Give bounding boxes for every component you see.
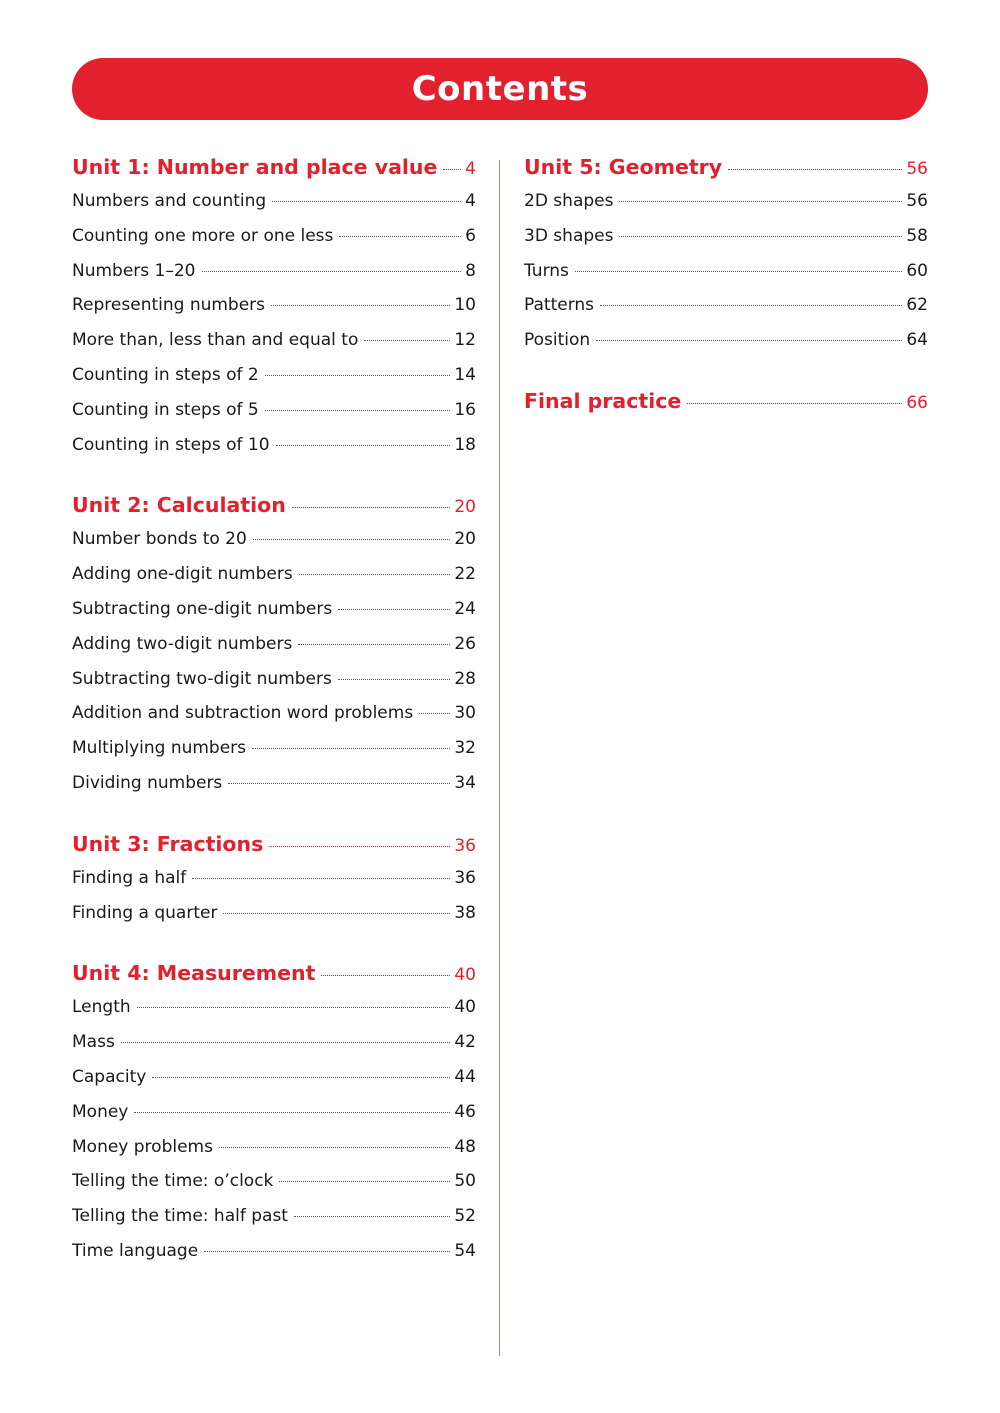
toc-entry-label: Subtracting one-digit numbers bbox=[72, 598, 333, 619]
toc-entry-label: Patterns bbox=[524, 295, 595, 316]
page-number: 22 bbox=[454, 564, 476, 585]
toc-entry[interactable] bbox=[72, 191, 476, 226]
toc-entry-label: 2D shapes bbox=[524, 191, 614, 211]
column-divider bbox=[499, 160, 500, 1356]
page-number: 20 bbox=[454, 497, 476, 518]
toc-entry[interactable] bbox=[72, 1241, 476, 1276]
toc-entry-label: More than, less than and equal to bbox=[72, 330, 359, 351]
toc-entry-label: Time language bbox=[72, 1240, 199, 1261]
dot-leader bbox=[600, 305, 902, 306]
toc-unit-heading[interactable] bbox=[72, 493, 476, 529]
page-number: 38 bbox=[454, 902, 476, 923]
toc-entry-label: Subtracting two-digit numbers bbox=[72, 668, 332, 689]
dot-leader bbox=[223, 913, 450, 914]
final-practice-page: 66 bbox=[906, 392, 928, 413]
dot-leader bbox=[339, 236, 461, 237]
page-number: 40 bbox=[454, 965, 476, 986]
page-number: 28 bbox=[454, 668, 476, 689]
toc-entry[interactable] bbox=[524, 261, 928, 296]
dot-leader bbox=[204, 1251, 450, 1252]
toc-entry[interactable] bbox=[72, 400, 476, 435]
toc-entry[interactable] bbox=[524, 226, 928, 261]
toc-entry[interactable] bbox=[72, 529, 476, 564]
toc-entry-label: Addition and subtraction word problems bbox=[72, 703, 414, 724]
page-number: 4 bbox=[465, 191, 476, 211]
unit-section bbox=[524, 155, 928, 365]
dot-leader bbox=[252, 748, 450, 749]
toc-entry-label: Finding a quarter bbox=[72, 902, 218, 923]
toc-entry-label: Counting in steps of 10 bbox=[72, 434, 270, 455]
page-number: 36 bbox=[454, 835, 476, 856]
page-number: 56 bbox=[906, 159, 928, 179]
toc-entry[interactable] bbox=[72, 1102, 476, 1137]
toc-entry-label: Numbers and counting bbox=[72, 191, 267, 211]
right-units bbox=[524, 155, 928, 365]
unit-heading-label: Unit 3: Fractions bbox=[72, 831, 264, 856]
page-number: 4 bbox=[465, 159, 476, 179]
toc-entry-label: Counting one more or one less bbox=[72, 225, 334, 246]
toc-unit-heading[interactable] bbox=[72, 961, 476, 997]
page-number: 8 bbox=[465, 260, 476, 281]
dot-leader bbox=[137, 1007, 451, 1008]
toc-entry[interactable] bbox=[72, 669, 476, 704]
toc-entry-label: Numbers 1–20 bbox=[72, 260, 196, 281]
toc-heading-final-practice[interactable] bbox=[524, 389, 928, 425]
dot-leader bbox=[299, 574, 451, 575]
page-number: 34 bbox=[454, 772, 476, 793]
page-number: 58 bbox=[906, 225, 928, 246]
dot-leader bbox=[728, 169, 902, 170]
dot-leader bbox=[321, 975, 450, 976]
page-number: 12 bbox=[454, 330, 476, 351]
dot-leader bbox=[271, 305, 450, 306]
toc-entry[interactable] bbox=[72, 599, 476, 634]
page-number: 48 bbox=[454, 1136, 476, 1157]
unit-section bbox=[72, 832, 476, 938]
dot-leader bbox=[152, 1077, 450, 1078]
dot-leader bbox=[338, 609, 450, 610]
toc-entry[interactable] bbox=[72, 226, 476, 261]
toc-entry-label: Representing numbers bbox=[72, 295, 266, 316]
toc-entry[interactable] bbox=[72, 997, 476, 1032]
dot-leader bbox=[269, 846, 450, 847]
page-number: 30 bbox=[454, 703, 476, 724]
unit-section bbox=[72, 493, 476, 807]
toc-entry[interactable] bbox=[72, 1206, 476, 1241]
toc-entry-label: Mass bbox=[72, 1032, 115, 1053]
page-number: 6 bbox=[465, 225, 476, 246]
dot-leader bbox=[279, 1181, 450, 1182]
toc-entry[interactable] bbox=[72, 1137, 476, 1172]
toc-unit-heading[interactable] bbox=[72, 832, 476, 868]
dot-leader bbox=[294, 1216, 450, 1217]
dot-leader bbox=[419, 713, 450, 714]
page-number: 20 bbox=[454, 529, 476, 550]
toc-entry[interactable] bbox=[524, 191, 928, 226]
toc-entry-label: Adding two-digit numbers bbox=[72, 633, 293, 654]
toc-entry[interactable] bbox=[72, 564, 476, 599]
page-number: 44 bbox=[454, 1066, 476, 1087]
toc-entry-label: 3D shapes bbox=[524, 225, 614, 246]
toc-entry-label: Adding one-digit numbers bbox=[72, 564, 293, 585]
toc-entry-label: Telling the time: half past bbox=[72, 1206, 288, 1227]
page-title: Contents bbox=[411, 69, 589, 109]
toc-entry[interactable] bbox=[72, 903, 476, 938]
left-column bbox=[72, 155, 476, 1300]
unit-heading-label: Unit 1: Number and place value bbox=[72, 155, 438, 179]
toc-entry[interactable] bbox=[72, 634, 476, 669]
dot-leader bbox=[219, 1147, 450, 1148]
toc-entry[interactable] bbox=[72, 261, 476, 296]
toc-entry-label: Length bbox=[72, 997, 131, 1018]
dot-leader bbox=[292, 507, 451, 508]
toc-entry-label: Counting in steps of 2 bbox=[72, 364, 259, 385]
toc-entry[interactable] bbox=[72, 365, 476, 400]
toc-entry[interactable] bbox=[72, 1067, 476, 1102]
dot-leader bbox=[202, 271, 462, 272]
page-number: 24 bbox=[454, 598, 476, 619]
toc-entry[interactable] bbox=[72, 435, 476, 470]
page-number: 52 bbox=[454, 1206, 476, 1227]
dot-leader bbox=[253, 539, 451, 540]
dot-leader bbox=[364, 340, 450, 341]
dot-leader bbox=[192, 878, 450, 879]
page-number: 62 bbox=[906, 295, 928, 316]
toc-entry[interactable] bbox=[72, 1171, 476, 1206]
page-number: 16 bbox=[454, 399, 476, 420]
page-number: 26 bbox=[454, 633, 476, 654]
page-number: 14 bbox=[454, 364, 476, 385]
dot-leader bbox=[265, 375, 451, 376]
toc-unit-heading[interactable] bbox=[72, 155, 476, 191]
dot-leader bbox=[228, 783, 450, 784]
contents-banner bbox=[72, 58, 928, 120]
page-number: 18 bbox=[454, 434, 476, 455]
toc-entry-label: Turns bbox=[524, 260, 569, 281]
toc-entry[interactable] bbox=[72, 1032, 476, 1067]
toc-entry[interactable] bbox=[72, 868, 476, 903]
page-number: 36 bbox=[454, 867, 476, 888]
toc-entry-label: Money problems bbox=[72, 1136, 213, 1157]
toc-entry[interactable] bbox=[524, 295, 928, 330]
page-number: 56 bbox=[906, 191, 928, 211]
toc-entry-label: Dividing numbers bbox=[72, 772, 223, 793]
toc-entry-label: Capacity bbox=[72, 1066, 147, 1087]
toc-entry-label: Money bbox=[72, 1101, 129, 1122]
dot-leader bbox=[298, 644, 450, 645]
unit-section bbox=[72, 155, 476, 469]
dot-leader bbox=[619, 201, 902, 202]
toc-entry-label: Counting in steps of 5 bbox=[72, 399, 259, 420]
toc-entry[interactable] bbox=[72, 703, 476, 738]
page-number: 42 bbox=[454, 1032, 476, 1053]
unit-heading-label: Unit 5: Geometry bbox=[524, 155, 723, 179]
toc-entry-label: Finding a half bbox=[72, 867, 187, 888]
dot-leader bbox=[338, 679, 451, 680]
final-practice-label: Final practice bbox=[524, 388, 682, 413]
page-number: 32 bbox=[454, 738, 476, 759]
dot-leader bbox=[619, 236, 902, 237]
toc-unit-heading[interactable] bbox=[524, 155, 928, 191]
dot-leader bbox=[276, 445, 451, 446]
right-column bbox=[524, 155, 928, 425]
page-number: 10 bbox=[454, 295, 476, 316]
page-number: 64 bbox=[906, 330, 928, 351]
page-number: 54 bbox=[454, 1240, 476, 1261]
dot-leader bbox=[272, 201, 461, 202]
unit-heading-label: Unit 2: Calculation bbox=[72, 493, 286, 518]
toc-entry[interactable] bbox=[72, 295, 476, 330]
page-number: 40 bbox=[454, 997, 476, 1018]
dot-leader bbox=[575, 271, 902, 272]
dot-leader bbox=[134, 1112, 450, 1113]
page-number: 50 bbox=[454, 1171, 476, 1192]
toc-entry[interactable] bbox=[72, 738, 476, 773]
dot-leader bbox=[121, 1042, 451, 1043]
dot-leader bbox=[443, 169, 461, 170]
toc-entry[interactable] bbox=[72, 773, 476, 808]
dot-leader bbox=[596, 340, 902, 341]
toc-entry-label: Number bonds to 20 bbox=[72, 529, 247, 550]
dot-leader bbox=[687, 403, 902, 404]
toc-entry-label: Position bbox=[524, 330, 591, 351]
toc-entry[interactable] bbox=[72, 330, 476, 365]
dot-leader bbox=[265, 410, 451, 411]
unit-heading-label: Unit 4: Measurement bbox=[72, 961, 316, 986]
toc-entry-label: Telling the time: o’clock bbox=[72, 1171, 274, 1192]
toc-entry-label: Multiplying numbers bbox=[72, 738, 247, 759]
toc-entry[interactable] bbox=[524, 330, 928, 365]
unit-section bbox=[72, 961, 476, 1275]
page-number: 60 bbox=[906, 260, 928, 281]
page-number: 46 bbox=[454, 1101, 476, 1122]
